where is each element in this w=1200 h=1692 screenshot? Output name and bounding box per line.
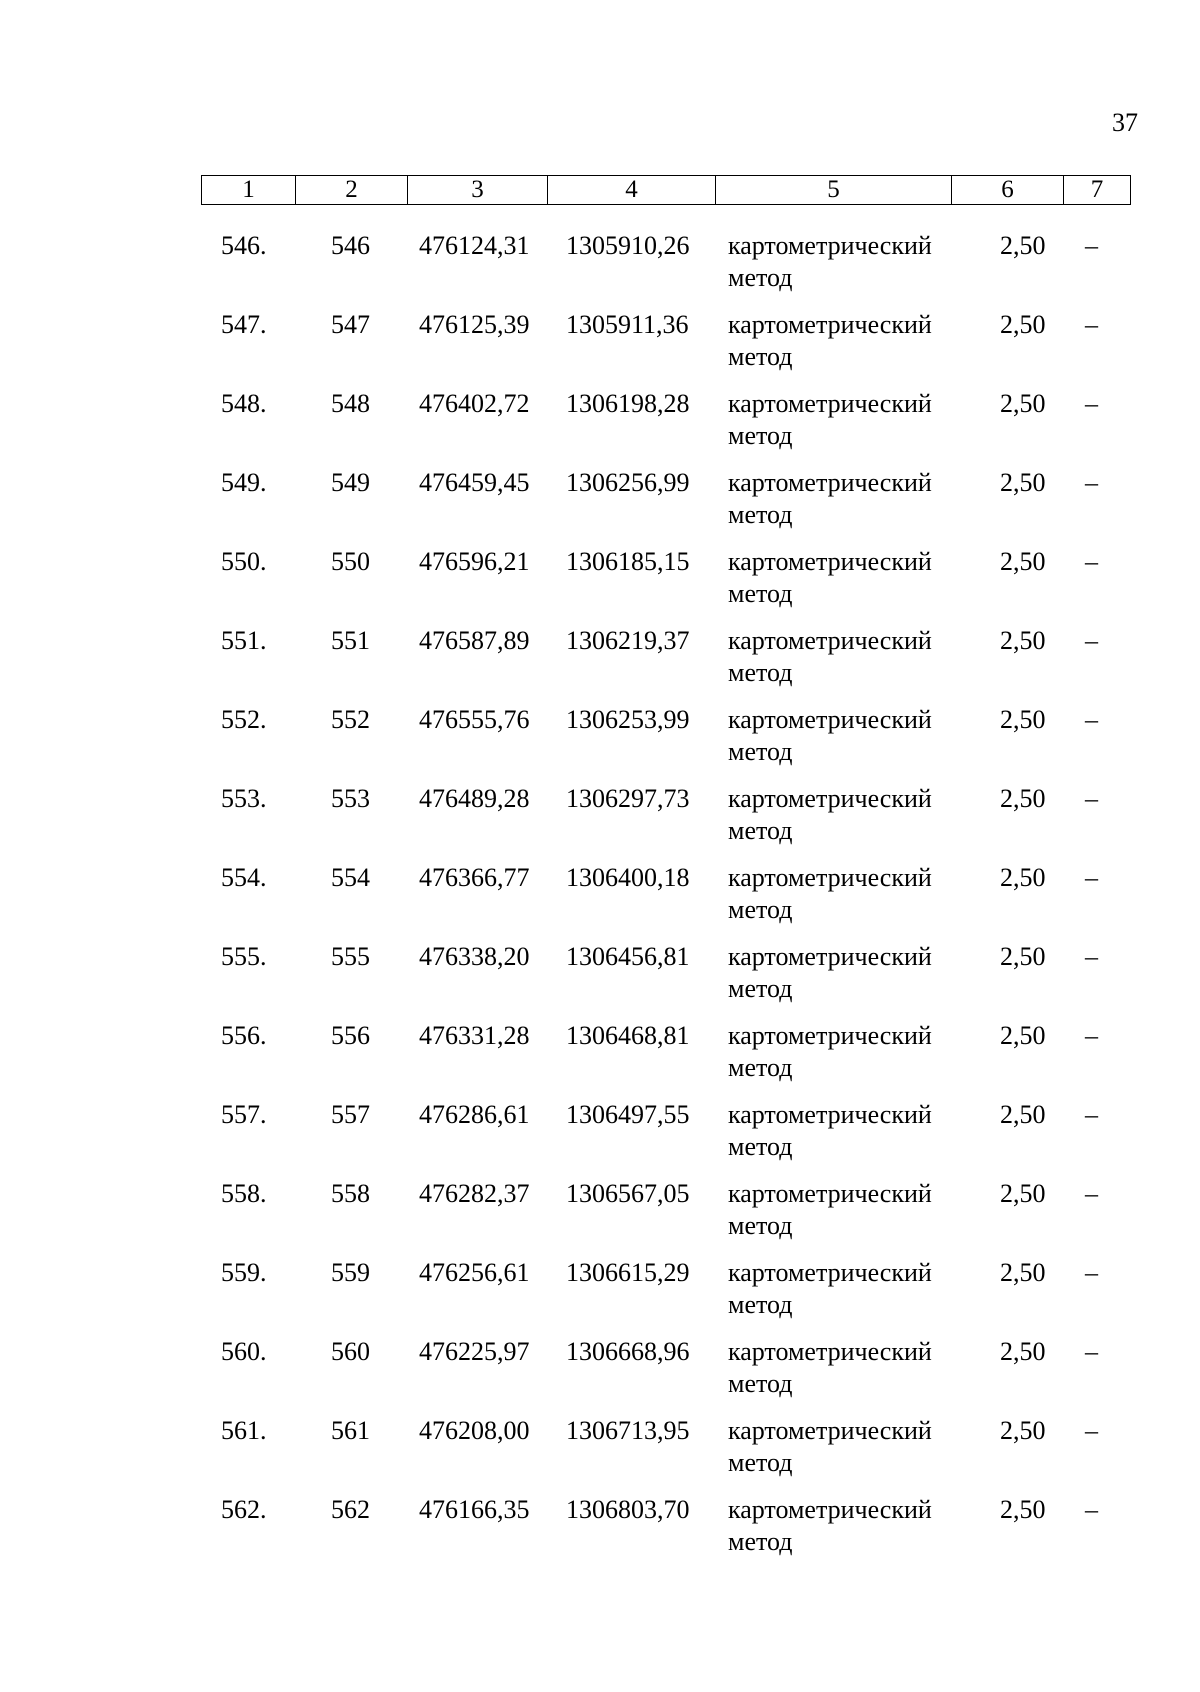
coordinate-x: 476402,72 [419,389,530,418]
point-number: 556 [331,1021,370,1050]
note-dash: – [1085,1021,1098,1050]
column-header-2: 2 [296,176,408,205]
table-row [0,625,1200,704]
point-number: 548 [331,389,370,418]
method-text: картометрический метод [728,468,932,529]
column-header-1: 1 [202,176,296,205]
table-row [0,783,1200,862]
coordinate-x: 476489,28 [419,784,530,813]
row-number: 553. [221,784,267,813]
coordinate-x: 476366,77 [419,863,530,892]
coordinate-y: 1306219,37 [566,626,690,655]
coordinate-y: 1305910,26 [566,231,690,260]
coordinate-y: 1306198,28 [566,389,690,418]
column-header-row [202,176,1131,205]
table-row [0,1257,1200,1336]
coordinate-y: 1306497,55 [566,1100,690,1129]
accuracy-value: 2,50 [1000,389,1046,418]
column-header-7: 7 [1064,176,1131,205]
note-dash: – [1085,1258,1098,1287]
point-number: 562 [331,1495,370,1524]
coordinate-x: 476587,89 [419,626,530,655]
point-number: 558 [331,1179,370,1208]
method-text: картометрический метод [728,547,932,608]
column-header-5: 5 [716,176,952,205]
table-row [0,862,1200,941]
method-text: картометрический метод [728,389,932,450]
coordinate-x: 476125,39 [419,310,530,339]
point-number: 560 [331,1337,370,1366]
coordinate-x: 476225,97 [419,1337,530,1366]
column-header-table [201,175,1131,205]
table-row [0,309,1200,388]
method-text: картометрический метод [728,626,932,687]
method-text: картометрический метод [728,705,932,766]
row-number: 558. [221,1179,267,1208]
accuracy-value: 2,50 [1000,1495,1046,1524]
method-text: картометрический метод [728,231,932,292]
table-row [0,1415,1200,1494]
method-text: картометрический метод [728,1179,932,1240]
table-row [0,1336,1200,1415]
coordinate-y: 1306185,15 [566,547,690,576]
accuracy-value: 2,50 [1000,310,1046,339]
accuracy-value: 2,50 [1000,863,1046,892]
coordinate-x: 476596,21 [419,547,530,576]
method-text: картометрический метод [728,1416,932,1477]
coordinate-y: 1306567,05 [566,1179,690,1208]
coordinate-y: 1306713,95 [566,1416,690,1445]
row-number: 556. [221,1021,267,1050]
note-dash: – [1085,705,1098,734]
table-row [0,546,1200,625]
coordinate-x: 476256,61 [419,1258,530,1287]
note-dash: – [1085,863,1098,892]
accuracy-value: 2,50 [1000,468,1046,497]
coordinate-x: 476282,37 [419,1179,530,1208]
row-number: 550. [221,547,267,576]
note-dash: – [1085,784,1098,813]
coordinate-x: 476208,00 [419,1416,530,1445]
method-text: картометрический метод [728,1495,932,1556]
accuracy-value: 2,50 [1000,1337,1046,1366]
point-number: 547 [331,310,370,339]
row-number: 552. [221,705,267,734]
coordinate-y: 1306468,81 [566,1021,690,1050]
note-dash: – [1085,389,1098,418]
coordinate-x: 476338,20 [419,942,530,971]
point-number: 549 [331,468,370,497]
table-row [0,704,1200,783]
coordinate-x: 476286,61 [419,1100,530,1129]
method-text: картометрический метод [728,310,932,371]
note-dash: – [1085,1100,1098,1129]
method-text: картометрический метод [728,1021,932,1082]
column-header-4: 4 [548,176,716,205]
coordinate-x: 476124,31 [419,231,530,260]
point-number: 561 [331,1416,370,1445]
coordinate-y: 1306615,29 [566,1258,690,1287]
row-number: 554. [221,863,267,892]
accuracy-value: 2,50 [1000,705,1046,734]
accuracy-value: 2,50 [1000,1416,1046,1445]
table-row [0,388,1200,467]
point-number: 552 [331,705,370,734]
table-row [0,467,1200,546]
row-number: 562. [221,1495,267,1524]
page-number: 37 [1112,108,1138,137]
note-dash: – [1085,547,1098,576]
table-row [0,941,1200,1020]
row-number: 555. [221,942,267,971]
accuracy-value: 2,50 [1000,231,1046,260]
row-number: 561. [221,1416,267,1445]
column-header-6: 6 [952,176,1064,205]
note-dash: – [1085,626,1098,655]
coordinate-y: 1306668,96 [566,1337,690,1366]
method-text: картометрический метод [728,1337,932,1398]
coordinate-y: 1306456,81 [566,942,690,971]
accuracy-value: 2,50 [1000,1100,1046,1129]
accuracy-value: 2,50 [1000,1258,1046,1287]
method-text: картометрический метод [728,942,932,1003]
point-number: 557 [331,1100,370,1129]
note-dash: – [1085,1179,1098,1208]
note-dash: – [1085,310,1098,339]
coordinate-y: 1306256,99 [566,468,690,497]
point-number: 555 [331,942,370,971]
point-number: 553 [331,784,370,813]
table-row [0,1020,1200,1099]
row-number: 559. [221,1258,267,1287]
row-number: 549. [221,468,267,497]
coordinate-x: 476331,28 [419,1021,530,1050]
note-dash: – [1085,231,1098,260]
table-row [0,230,1200,309]
note-dash: – [1085,468,1098,497]
method-text: картометрический метод [728,1100,932,1161]
accuracy-value: 2,50 [1000,1021,1046,1050]
row-number: 548. [221,389,267,418]
column-header-3: 3 [408,176,548,205]
row-number: 551. [221,626,267,655]
coordinate-x: 476166,35 [419,1495,530,1524]
accuracy-value: 2,50 [1000,1179,1046,1208]
table-row [0,1178,1200,1257]
accuracy-value: 2,50 [1000,784,1046,813]
method-text: картометрический метод [728,784,932,845]
row-number: 557. [221,1100,267,1129]
table-row [0,1099,1200,1178]
point-number: 554 [331,863,370,892]
accuracy-value: 2,50 [1000,547,1046,576]
coordinate-x: 476555,76 [419,705,530,734]
coordinate-x: 476459,45 [419,468,530,497]
point-number: 551 [331,626,370,655]
point-number: 546 [331,231,370,260]
accuracy-value: 2,50 [1000,626,1046,655]
row-number: 546. [221,231,267,260]
row-number: 560. [221,1337,267,1366]
note-dash: – [1085,1416,1098,1445]
accuracy-value: 2,50 [1000,942,1046,971]
coordinate-y: 1306253,99 [566,705,690,734]
row-number: 547. [221,310,267,339]
note-dash: – [1085,942,1098,971]
point-number: 559 [331,1258,370,1287]
table-row [0,1494,1200,1573]
note-dash: – [1085,1337,1098,1366]
coordinate-y: 1305911,36 [566,310,689,339]
coordinate-y: 1306803,70 [566,1495,690,1524]
method-text: картометрический метод [728,863,932,924]
coordinate-y: 1306400,18 [566,863,690,892]
point-number: 550 [331,547,370,576]
note-dash: – [1085,1495,1098,1524]
method-text: картометрический метод [728,1258,932,1319]
coordinate-y: 1306297,73 [566,784,690,813]
